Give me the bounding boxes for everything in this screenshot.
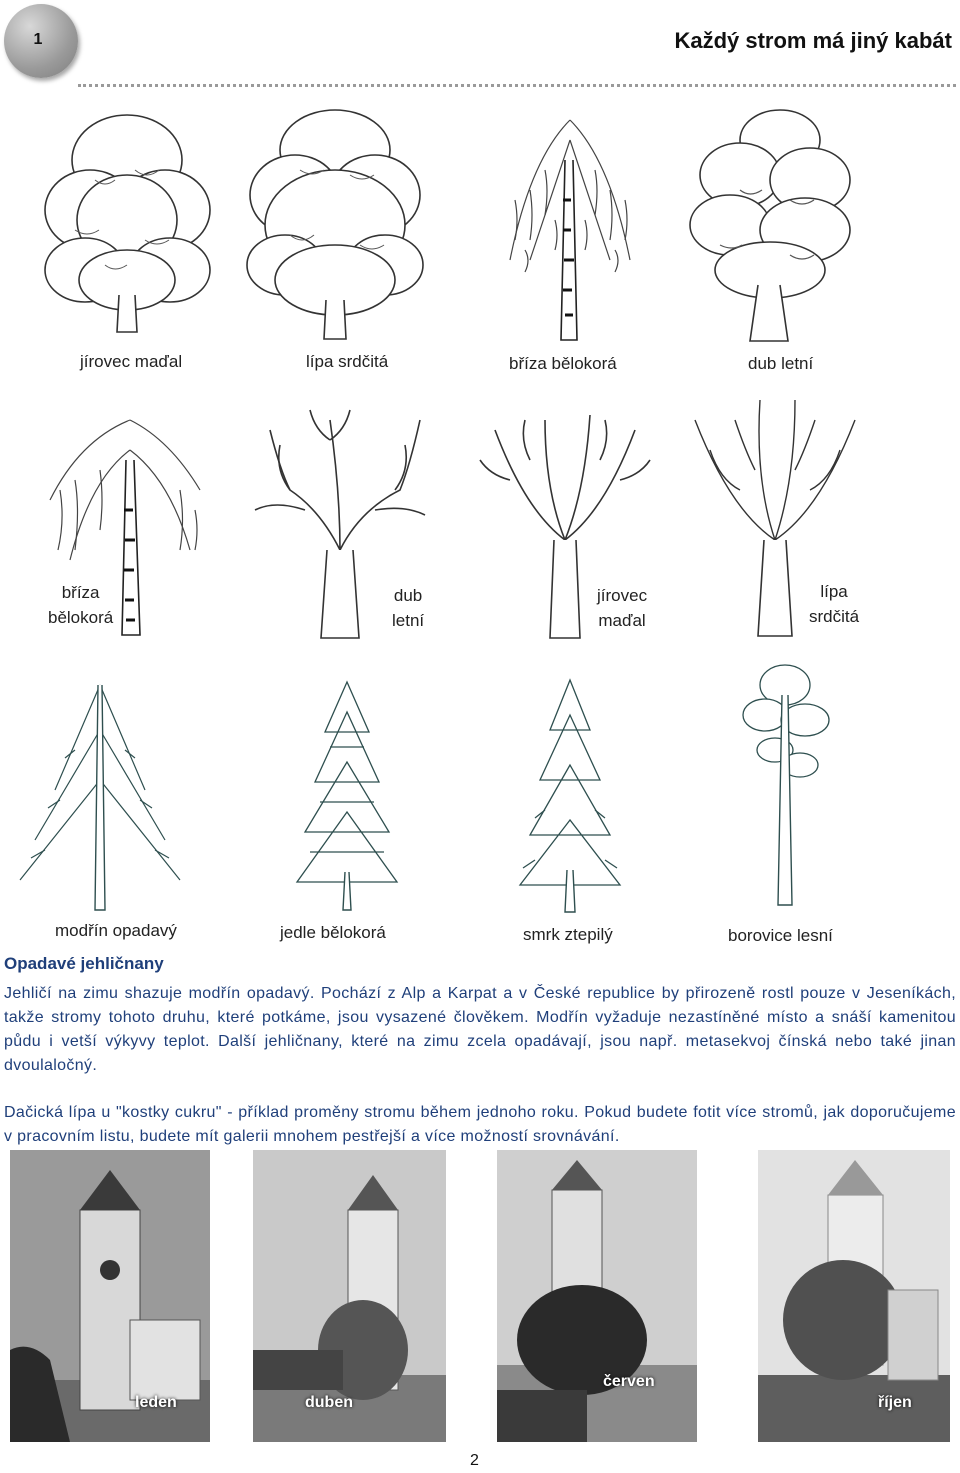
label-briza-belokora: bříza bělokorá xyxy=(509,354,617,373)
month-label-duben: duben xyxy=(305,1394,353,1411)
paragraph-dacicka-lipa: Dačická lípa u "kostky cukru" - příklad proměny stromu během jednoho roku. Pokud budete fotit více stromů, jak doporučujeme v pracovním listu, budete mít galerii mnohem pestřejší a více možností srovnávání. xyxy=(4,1104,956,1145)
label-line2: srdčitá xyxy=(809,607,860,626)
photo-rijen xyxy=(758,1150,950,1442)
tree-illustration-briza-leafy xyxy=(495,100,645,345)
label-line1: lípa xyxy=(820,582,848,601)
label-line2: maďal xyxy=(598,611,646,630)
photo-cerven xyxy=(497,1150,697,1442)
church-photo-june xyxy=(497,1150,697,1442)
page-title: Každý strom má jiný kabát xyxy=(674,28,952,53)
label-line1: dub xyxy=(393,586,423,605)
label-line1: jírovec xyxy=(597,586,648,605)
label-dub-letni-2 xyxy=(392,583,424,633)
label-briza-belokora-2 xyxy=(48,580,113,630)
month-label-leden: leden xyxy=(135,1394,177,1411)
tree-illustration-jirovec-leafy xyxy=(35,100,220,340)
label-line1: bříza xyxy=(61,583,100,602)
label-line2: bělokorá xyxy=(48,608,114,627)
label-line2: letní xyxy=(392,611,425,630)
label-lipa-srdcita: lípa srdčitá xyxy=(306,352,389,371)
tree-illustration-dub-leafy xyxy=(680,95,860,345)
church-photo-january xyxy=(10,1150,210,1442)
label-borovice-lesni: borovice lesní xyxy=(728,926,833,945)
label-jedle-belokora: jedle bělokorá xyxy=(280,923,386,942)
church-photo-october xyxy=(758,1150,950,1442)
tree-illustration-lipa-leafy xyxy=(240,95,430,345)
label-smrk-ztepily: smrk ztepilý xyxy=(523,925,613,944)
month-label-cerven: červen xyxy=(603,1373,655,1390)
tree-illustration-smrk xyxy=(505,670,635,915)
page-badge xyxy=(4,4,78,78)
photo-leden xyxy=(10,1150,210,1442)
tree-illustration-jedle xyxy=(285,672,410,912)
tree-illustration-borovice xyxy=(730,655,840,910)
month-label-rijen: říjen xyxy=(878,1394,912,1411)
label-modrin-opadavy: modřín opadavý xyxy=(55,921,177,940)
section-heading: Opadavé jehličnany xyxy=(4,954,164,973)
page-number: 2 xyxy=(470,1452,479,1469)
tree-illustration-modrin xyxy=(15,670,185,915)
page-badge-number: 1 xyxy=(33,31,43,48)
label-jirovec-madal-2 xyxy=(597,583,647,633)
label-jirovec-madal: jírovec maďal xyxy=(80,352,183,371)
label-dub-letni: dub letní xyxy=(748,354,814,373)
photo-duben xyxy=(253,1150,446,1442)
label-lipa-srdcita-2 xyxy=(809,579,859,629)
dotted-divider xyxy=(78,84,956,87)
paragraph-opadave-jehlicnany: Jehličí na zimu shazuje modřín opadavý. Pochází z Alp a Karpat a v České republice by přirozeně rostl pouze v Jeseníkách, takže stromy tohoto druhu, které potkáme, jsou vysazené člověkem. Modřín vyžaduje nezastíněné místo a snáší kamenitou půdu i vetší výkyvy teplot. Další jehličnany, které na zimu zcela opadávají, jsou např. metasekvoj čínská nebo také jinan dvoulaločný. xyxy=(4,985,956,1074)
